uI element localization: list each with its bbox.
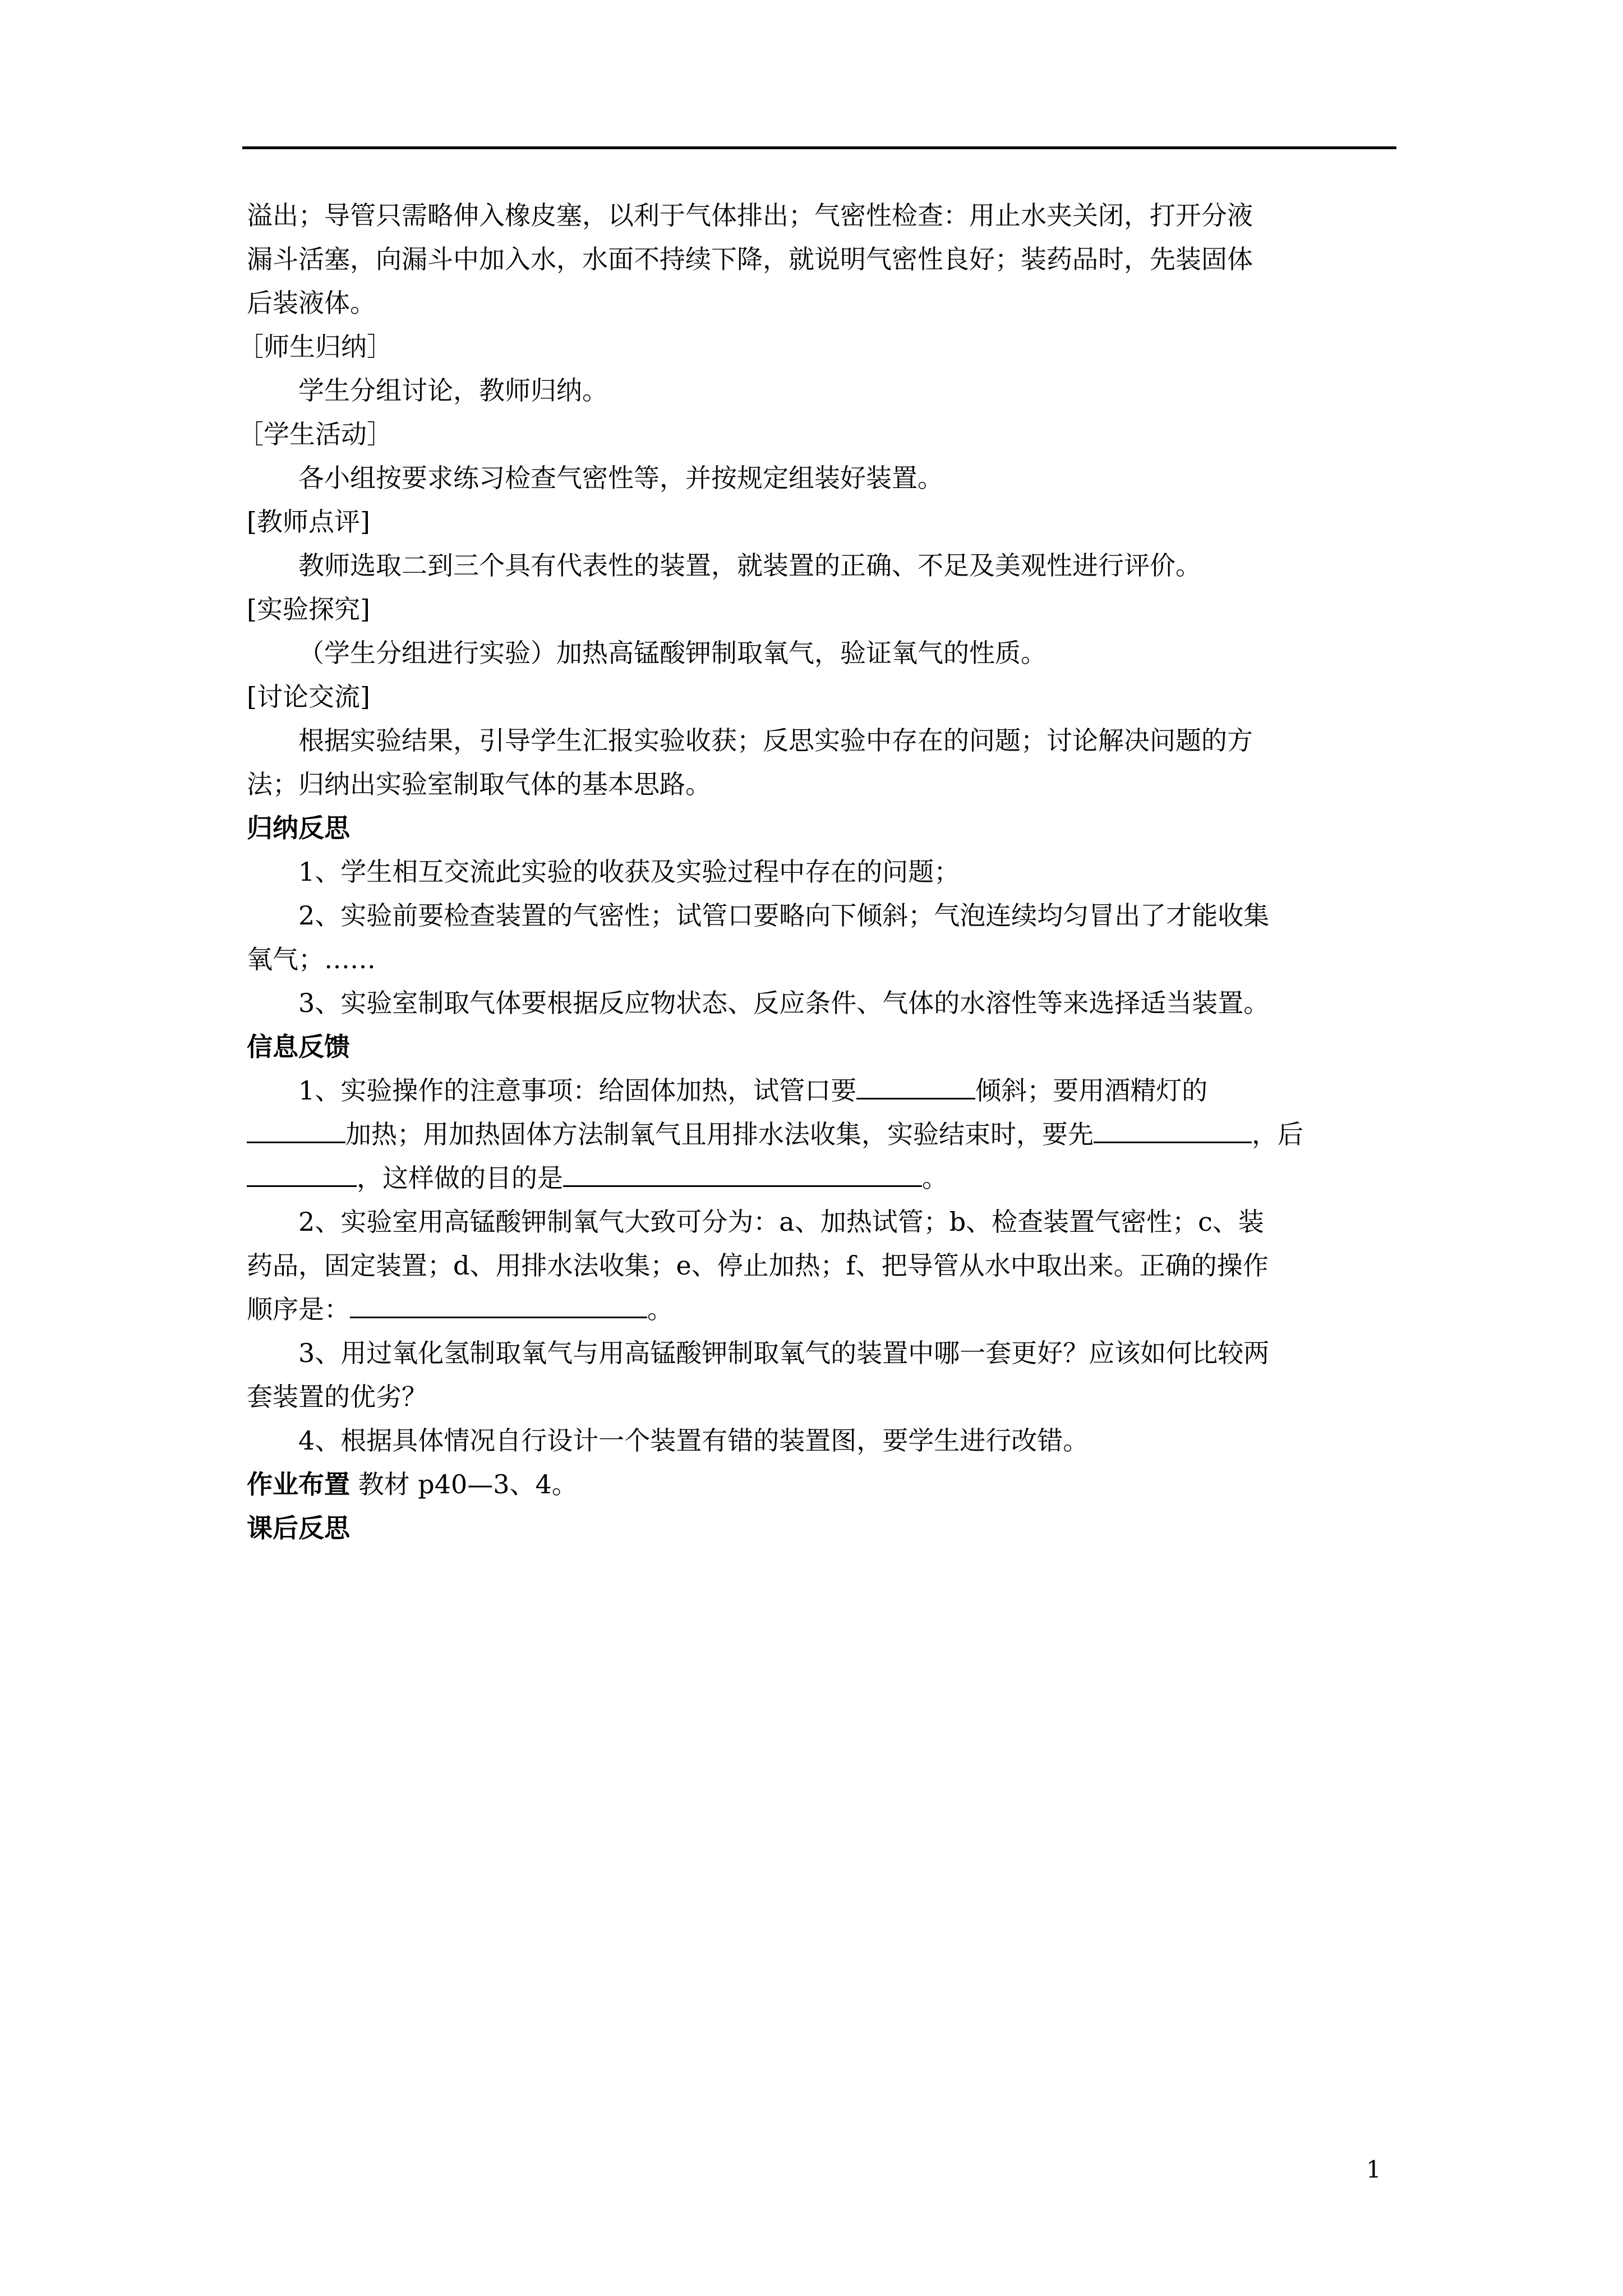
question-1	[247, 1069, 1402, 1112]
question-3: 3、用过氧化氢制取氧气与用高锰酸钾制取氧气的装置中哪一套更好？应该如何比较两	[298, 1338, 1270, 1368]
question-4: 4、根据具体情况自行设计一个装置有错的装置图，要学生进行改错。	[298, 1425, 1089, 1456]
question-1	[247, 1156, 1402, 1200]
homework-heading: 作业布置	[247, 1469, 350, 1499]
answer-blank[interactable]	[1094, 1116, 1252, 1143]
intro-line: 漏斗活塞，向漏斗中加入水，水面不持续下降，就说明气密性良好；装药品时，先装固体	[247, 244, 1253, 274]
question-text: ，后	[1252, 1119, 1303, 1149]
feedback-heading: 信息反馈	[247, 1032, 350, 1062]
section-text: （学生分组进行实验）加热高锰酸钾制取氧气，验证氧气的性质。	[298, 638, 1046, 668]
section-label: [教师点评]	[247, 507, 370, 537]
reflection-item: 氧气；……	[247, 944, 376, 974]
after-class-heading: 课后反思	[247, 1513, 350, 1543]
homework-text: 教材 p40—3、4。	[350, 1469, 578, 1499]
reflection-heading: 归纳反思	[247, 813, 350, 843]
intro-line: 溢出；导管只需略伸入橡皮塞，以利于气体排出；气密性检查：用止水夹关闭，打开分液	[247, 200, 1253, 231]
answer-blank[interactable]	[247, 1159, 357, 1187]
question-1	[247, 1112, 1402, 1156]
section-label: ［学生活动］	[238, 419, 393, 449]
answer-blank[interactable]	[856, 1072, 975, 1099]
question-text: 。	[922, 1163, 948, 1193]
reflection-item: 2、实验前要检查装置的气密性；试管口要略向下倾斜；气泡连续均匀冒出了才能收集	[298, 900, 1270, 931]
question-text: 倾斜；要用酒精灯的	[975, 1075, 1208, 1106]
question-text: 顺序是：	[247, 1294, 350, 1324]
section-text: 根据实验结果，引导学生汇报实验收获；反思实验中存在的问题；讨论解决问题的方	[298, 725, 1253, 756]
section-text: 各小组按要求练习检查气密性等，并按规定组装好装置。	[298, 463, 943, 493]
section-text: 学生分组讨论，教师归纳。	[298, 375, 608, 406]
question-2: 药品，固定装置；d、用排水法收集；e、停止加热；f、把导管从水中取出来。正确的操作	[247, 1250, 1269, 1281]
section-label: [实验探究]	[247, 594, 370, 624]
question-2: 2、实验室用高锰酸钾制氧气大致可分为：a、加热试管；b、检查装置气密性；c、装	[298, 1207, 1264, 1237]
header-rule	[242, 146, 1396, 149]
page-number: 1	[1366, 2156, 1381, 2183]
question-text: 。	[647, 1294, 673, 1324]
section-text: 教师选取二到三个具有代表性的装置，就装置的正确、不足及美观性进行评价。	[298, 550, 1201, 581]
question-3: 套装置的优劣？	[247, 1382, 427, 1412]
section-label: ［师生归纳］	[238, 332, 393, 362]
question-text: 加热；用加热固体方法制氧气且用排水法收集，实验结束时，要先	[345, 1119, 1094, 1149]
main-content	[238, 194, 1402, 1550]
section-text: 法；归纳出实验室制取气体的基本思路。	[247, 769, 711, 799]
reflection-item: 1、学生相互交流此实验的收获及实验过程中存在的问题；	[298, 857, 960, 887]
answer-blank[interactable]	[350, 1291, 647, 1318]
question-text: ，这样做的目的是	[357, 1163, 563, 1193]
question-text: 1、实验操作的注意事项：给固体加热，试管口要	[298, 1075, 857, 1106]
answer-blank[interactable]	[247, 1116, 345, 1143]
question-2	[247, 1287, 1402, 1331]
intro-line: 后装液体。	[247, 288, 376, 318]
reflection-item: 3、实验室制取气体要根据反应物状态、反应条件、气体的水溶性等来选择适当装置。	[298, 988, 1270, 1018]
homework-line	[247, 1462, 1402, 1506]
section-label: [讨论交流]	[247, 682, 370, 712]
answer-blank[interactable]	[563, 1159, 922, 1187]
